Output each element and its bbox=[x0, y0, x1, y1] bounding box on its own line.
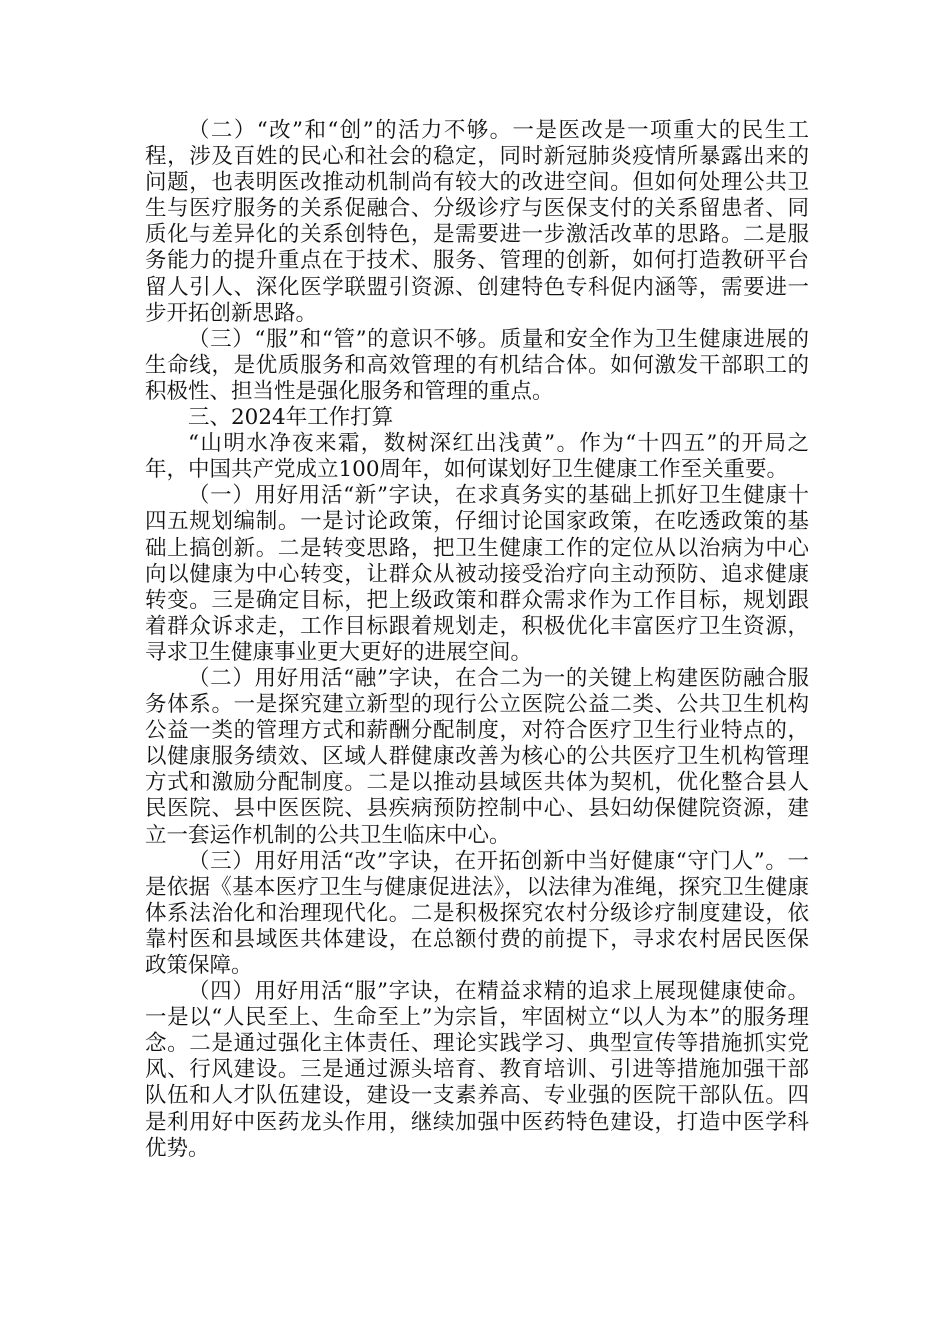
document-body bbox=[145, 118, 809, 1162]
paragraph-plan-service: （四）用好用活“服”字诀，在精益求精的追求上展现健康使命。一是以“人民至上、生命至上”为宗旨，牢固树立“以人为本”的服务理念。二是通过强化主体责任、理论实践学习、典型宣传等措施抓实党风、行风建设。三是通过源头培育、教育培训、引进等措施加强干部队伍和人才队伍建设，建设一支素养高、专业强的医院干部队伍。四是利用好中医药龙头作用，继续加强中医药特色建设，打造中医学科优势。 bbox=[145, 979, 809, 1161]
section-heading-2024-plan: 三、2024年工作打算 bbox=[188, 405, 394, 431]
paragraph-plan-reform: （三）用好用活“改”字诀，在开拓创新中当好健康“守门人”。一是依据《基本医疗卫生与健康促进法》，以法律为准绳，探究卫生健康体系法治化和治理现代化。二是积极探究农村分级诊疗制度建设，依靠村医和县域医共体建设，在总额付费的前提下，寻求农村居民医保政策保障。 bbox=[145, 848, 809, 978]
paragraph-service-management-awareness: （三）“服”和“管”的意识不够。质量和安全作为卫生健康进展的生命线，是优质服务和高效管理的有机结合体。如何激发干部职工的积极性、担当性是强化服务和管理的重点。 bbox=[145, 326, 809, 404]
paragraph-plan-integrate: （二）用好用活“融”字诀，在合二为一的关键上构建医防融合服务体系。一是探究建立新型的现行公立医院公益二类、公共卫生机构公益一类的管理方式和薪酬分配制度，对符合医疗卫生行业特点的，以健康服务绩效、区域人群健康改善为核心的公共医疗卫生机构管理方式和激励分配制度。二是以推动县域医共体为契机，优化整合县人民医院、县中医医院、县疾病预防控制中心、县妇幼保健院资源，建立一套运作机制的公共卫生临床中心。 bbox=[145, 665, 809, 848]
paragraph-vitality-of-reform: （二）“改”和“创”的活力不够。一是医改是一项重大的民生工程，涉及百姓的民心和社会的稳定，同时新冠肺炎疫情所暴露出来的问题，也表明医改推动机制尚有较大的改进空间。但如何处理公共卫生与医疗服务的关系促融合、分级诊疗与医保支付的关系留患者、同质化与差异化的关系创特色，是需要进一步激活改革的思路。二是服务能力的提升重点在于技术、服务、管理的创新，如何打造教研平台留人引人、深化医学联盟引资源、创建特色专科促内涵等，需要进一步开拓创新思路。 bbox=[145, 118, 809, 326]
paragraph-plan-new: （一）用好用活“新”字诀，在求真务实的基础上抓好卫生健康十四五规划编制。一是讨论政策，仔细讨论国家政策，在吃透政策的基础上搞创新。二是转变思路，把卫生健康工作的定位从以治病为中心向以健康为中心转变，让群众从被动接受治疗向主动预防、追求健康转变。三是确定目标，把上级政策和群众需求作为工作目标，规划跟着群众诉求走，工作目标跟着规划走，积极优化丰富医疗卫生资源，寻求卫生健康事业更大更好的进展空间。 bbox=[145, 483, 809, 665]
paragraph-intro-quote: “山明水净夜来霜，数树深红出浅黄”。作为“十四五”的开局之年，中国共产党成立100周年，如何谋划好卫生健康工作至关重要。 bbox=[145, 431, 809, 483]
